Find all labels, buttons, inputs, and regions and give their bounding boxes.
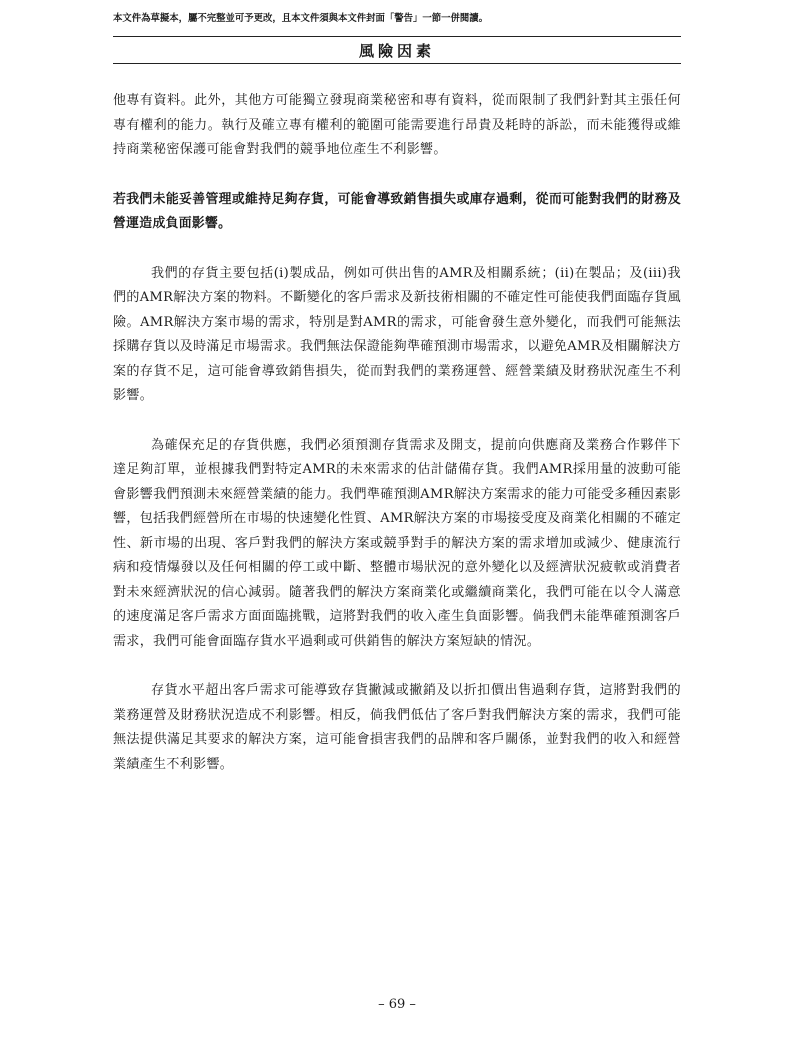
page-number: – 69 – [378,997,416,1012]
paragraph-excess-inventory: 存貨水平超出客戶需求可能導致存貨撇減或撇銷及以折扣價出售過剩存貨，這將對我們的業務運營及財務狀況造成不利影響。相反，倘我們低估了客戶對我們解決方案的需求，我們可能無法提供滿足其要求的解決方案，這可能會損害我們的品牌和客戶關係，並對我們的收入和經營業績產生不利影響。 [113,683,681,772]
header-top-rule [113,36,681,37]
paragraph-continued: 他專有資料。此外，其他方可能獨立發現商業秘密和專有資料，從而限制了我們針對其主張任何專有權利的能力。執行及確立專有權利的範圍可能需要進行昂貴及耗時的訴訟，而未能獲得或維持商業秘密保護可能會對我們的競爭地位產生不利影響。 [113,93,681,157]
paragraph-demand-forecasting: 為確保充足的存貨供應，我們必須預測存貨需求及開支，提前向供應商及業務合作夥伴下達足夠訂單，並根據我們對特定AMR的未來需求的估計儲備存貨。我們AMR採用量的波動可能會影響我們預測未來經營業績的能力。我們準確預測AMR解決方案需求的能力可能受多種因素影響，包括我們經營所在市場的快速變化性質、AMR解決方案的市場接受度及商業化相關的不確定性、新市場的出現、客戶對我們的解決方案或競爭對手的解決方案的需求增加或減少、健康流行病和疫情爆發以及任何相關的停工或中斷、整體市場狀況的意外變化以及經濟狀況疲軟或消費者對未來經濟狀況的信心減弱。隨著我們的解決方案商業化或繼續商業化，我們可能在以令人滿意的速度滿足客戶需求方面面臨挑戰，這將對我們的收入產生負面影響。倘我們未能準確預測客戶需求，我們可能會面臨存貨水平過剩或可供銷售的解決方案短缺的情況。 [113,437,681,649]
draft-notice: 本文件為草擬本，屬不完整並可予更改，且本文件須與本文件封面「警告」一節一併閱讀。 [113,13,489,24]
paragraph-inventory-composition: 我們的存貨主要包括(i)製成品，例如可供出售的AMR及相關系統；(ii)在製品；及(iii)我們的AMR解決方案的物料。不斷變化的客戶需求及新技術相關的不確定性可能使我們面臨存貨風險。AMR解決方案市場的需求，特別是對AMR的需求，可能會發生意外變化，而我們可能無法採購存貨以及時滿足市場需求。我們無法保證能夠準確預測市場需求，以避免AMR及相關解決方案的存貨不足，這可能會導致銷售損失，從而對我們的業務運營、經營業績及財務狀況產生不利影響。 [113,265,681,403]
header-bottom-rule [113,63,681,64]
risk-heading-inventory: 若我們未能妥善管理或維持足夠存貨，可能會導致銷售損失或庫存過剩，從而可能對我們的財務及營運造成負面影響。 [113,191,681,231]
page-body [113,89,681,802]
section-title: 風險因素 [358,42,435,60]
